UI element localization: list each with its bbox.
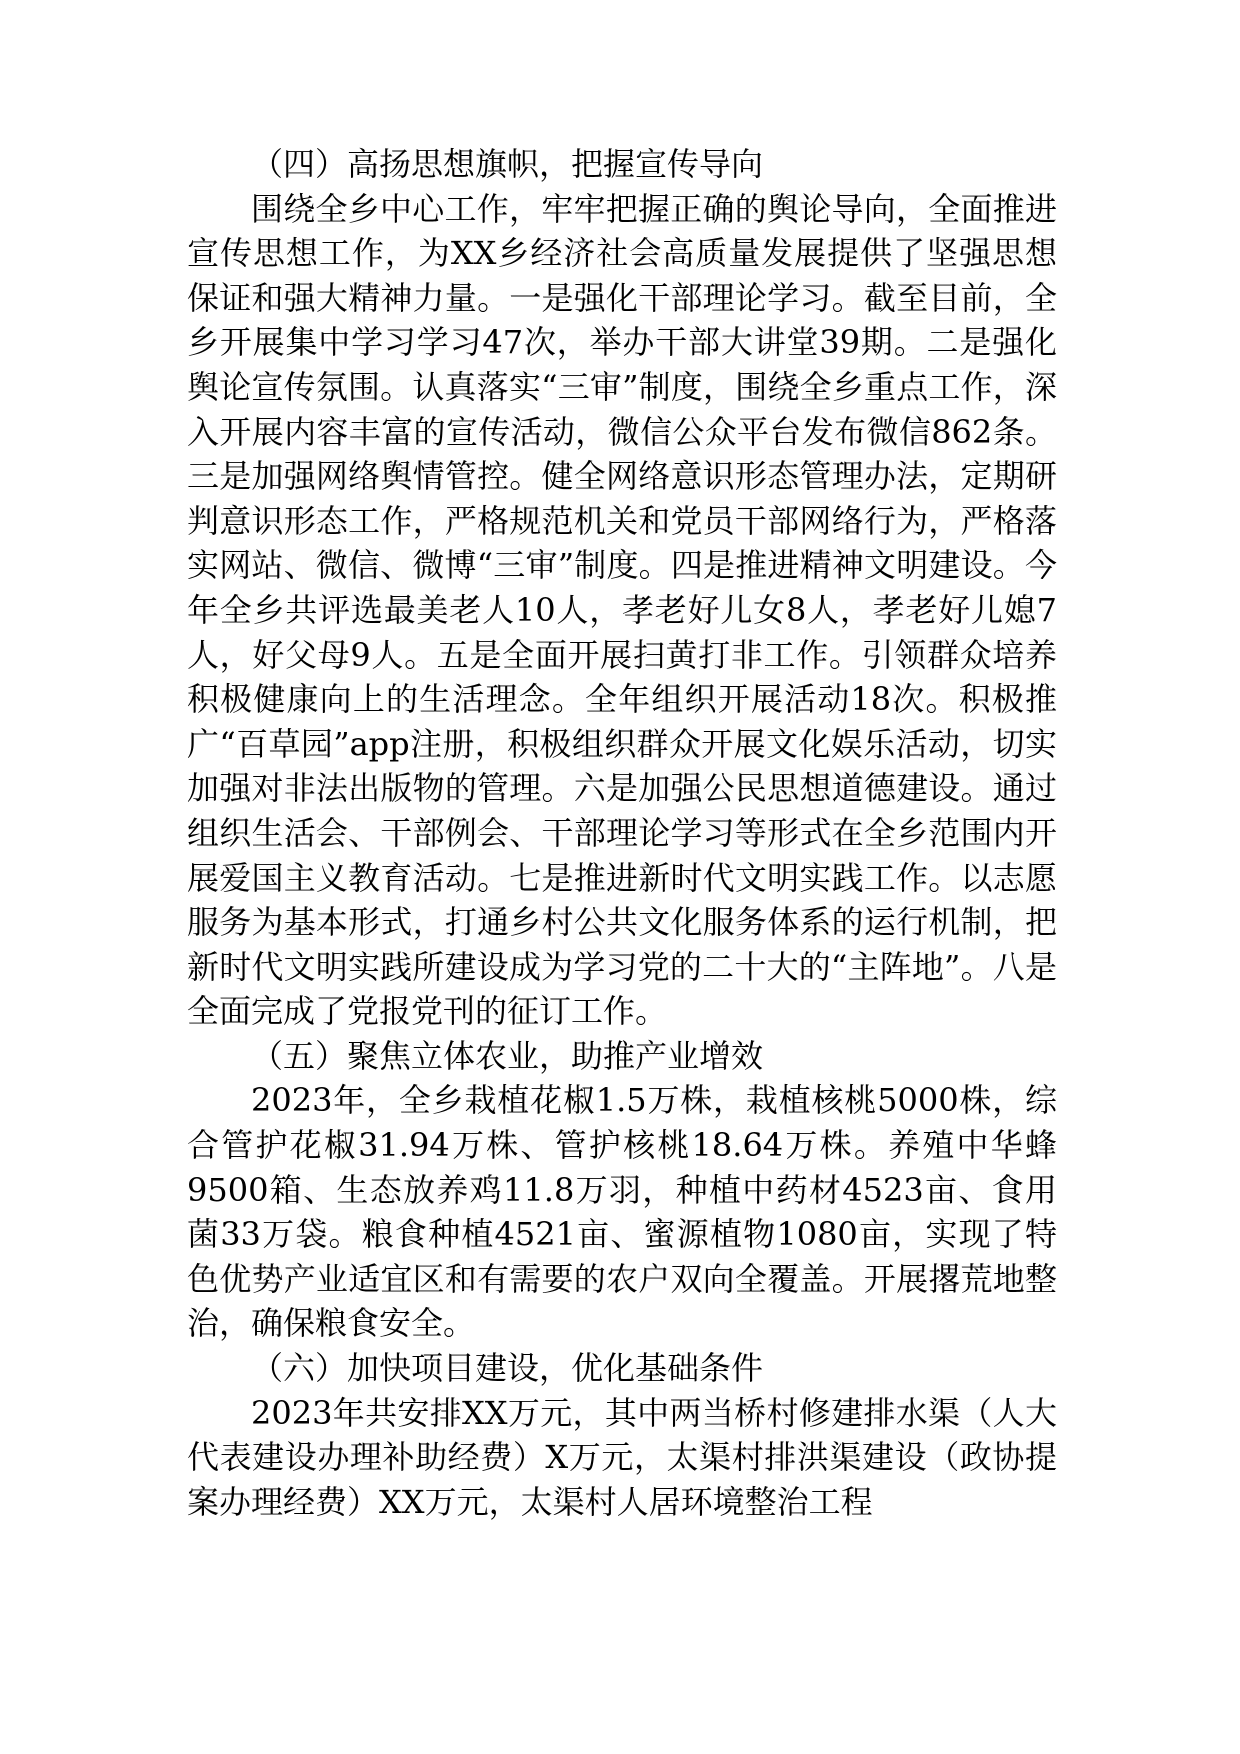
section-5-body: 2023年，全乡栽植花椒1.5万株，栽植核桃5000株，综合管护花椒31.94万株、管护核桃18.64万株。养殖中华蜂9500箱、生态放养鸡11.8万羽，种植中药材4523亩、食用菌33万袋。粮食种植4521亩、蜜源植物1080亩，实现了特色优势产业适宜区和有需要的农户双向全覆盖。开展撂荒地整治，确保粮食安全。 [187, 1081, 1057, 1343]
section-4-heading: （四）高扬思想旗帜，把握宣传导向 [251, 145, 764, 183]
section-5-heading: （五）聚焦立体农业，助推产业增效 [251, 1036, 764, 1075]
document-page [187, 142, 1057, 1524]
section-4-body: 围绕全乡中心工作，牢牢把握正确的舆论导向，全面推进宣传思想工作，为XX乡经济社会高质量发展提供了坚强思想保证和强大精神力量。一是强化干部理论学习。截至目前，全乡开展集中学习学习47次，举办干部大讲堂39期。二是强化舆论宣传氛围。认真落实“三审”制度，围绕全乡重点工作，深入开展内容丰富的宣传活动，微信公众平台发布微信862条。三是加强网络舆情管控。健全网络意识形态管理办法，定期研判意识形态工作，严格规范机关和党员干部网络行为，严格落实网站、微信、微博“三审”制度。四是推进精神文明建设。今年全乡共评选最美老人10人，孝老好儿女8人，孝老好儿媳7人，好父母9人。五是全面开展扫黄打非工作。引领群众培养积极健康向上的生活理念。全年组织开展活动18次。积极推广“百草园”app注册，积极组织群众开展文化娱乐活动，切实加强对非法出版物的管理。六是加强公民思想道德建设。通过组织生活会、干部例会、干部理论学习等形式在全乡范围内开展爱国主义教育活动。七是推进新时代文明实践工作。以志愿服务为基本形式，打通乡村公共文化服务体系的运行机制，把新时代文明实践所建设成为学习党的二十大的“主阵地”。八是全面完成了党报党刊的征订工作。 [187, 189, 1057, 1031]
section-6-heading: （六）加快项目建设，优化基础条件 [251, 1349, 764, 1388]
section-6-body: 2023年共安排XX万元，其中两当桥村修建排水渠（人大代表建设办理补助经费）X万元，太渠村排洪渠建设（政协提案办理经费）XX万元，太渠村人居环境整治工程 [187, 1393, 1057, 1521]
